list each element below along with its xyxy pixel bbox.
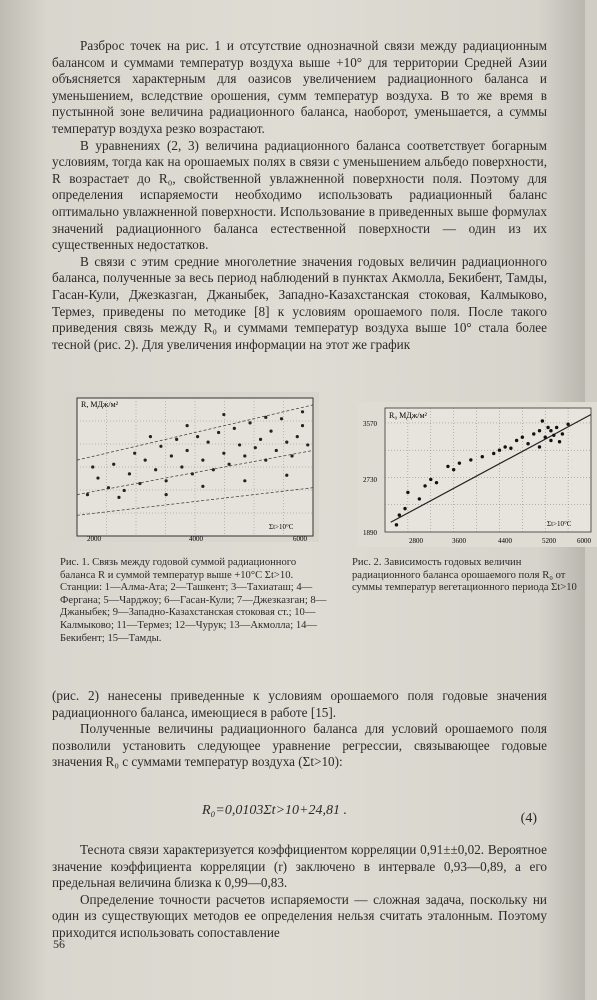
figure-2-point: [541, 419, 544, 422]
figure-1-point: [285, 441, 288, 444]
figure-1-point: [186, 424, 189, 427]
figure-2-point: [429, 478, 432, 481]
formula-number: (4): [520, 811, 537, 826]
paragraph-5: Полученные величины радиационного баланса для условий орошаемого поля позволили установить следующее уравнение регрессии, связывающее годовые значения R₀ с суммами температур воздуха (Σt>10):: [52, 721, 547, 770]
figure-2-point: [498, 448, 501, 451]
figure-1-xlabel: Σt>10°C: [269, 523, 294, 531]
figure-1-point: [91, 465, 94, 468]
figure-2-xtick-3: 5200: [542, 537, 556, 545]
figure-2-caption: Рис. 2. Зависимость годовых величин радиационного баланса орошаемого поля R₀ от суммы температур вегетационного периода Σt>10: [352, 557, 577, 594]
figure-2-point: [452, 468, 455, 471]
figure-2-point: [398, 513, 401, 516]
text-block-top: [52, 38, 547, 353]
figure-1-point: [149, 435, 152, 438]
figure-1-point: [280, 417, 283, 420]
figure-2-point: [515, 439, 518, 442]
figure-2-point: [435, 481, 438, 484]
paragraph-4: (рис. 2) нанесены приведенные к условиям орошаемого поля годовые значения радиационного баланса, имеющиеся в работе [15].: [52, 688, 547, 720]
figure-1-point: [144, 459, 147, 462]
figure-1-xtick-1: 4000: [189, 535, 203, 543]
figure-2-point: [423, 484, 426, 487]
paragraph-7: Определение точности расчетов испаряемости — сложная задача, поскольку ни один из существующих методов ее определения нельзя считать эталонным. Поэтому приходится использовать сопоставление: [52, 891, 547, 940]
figure-1-point: [275, 449, 278, 452]
figure-2-point: [555, 426, 558, 429]
page-number: 56: [53, 937, 65, 951]
figure-1-point: [196, 435, 199, 438]
figure-2-point: [546, 426, 549, 429]
figure-1-point: [254, 446, 257, 449]
figure-1-point: [296, 435, 299, 438]
figure-1-xtick-0: 2000: [87, 535, 101, 543]
text-block-end: [52, 842, 547, 942]
figure-2-ytick-0: 1890: [363, 529, 377, 537]
figure-1-point: [227, 463, 230, 466]
figure-2-point: [558, 440, 561, 443]
figure-1-point: [123, 489, 126, 492]
figure-2-xtick-2: 4400: [498, 537, 512, 545]
figure-2-point: [526, 442, 529, 445]
figure-2-point: [503, 445, 506, 448]
figure-1-point: [186, 449, 189, 452]
figure-1-point: [243, 479, 246, 482]
figure-1-point: [86, 493, 89, 496]
paragraph-3: В связи с этим средние многолетние значения годовых величин радиационного баланса, полученные за весь период наблюдений в пунктах Акмолла, Бекибент, Тамды, Гасан-Кули, Джезказган, Джаныбек, Западно-Казахстанская стоковая, Калмыково, Термез, приведены по методике [8] к условиям орошаемого поля. После такого приведения связь между R₀ и суммами температур воздуха выше 10° стала более тесной (рис. 2). Для увеличения информации на этот же график: [52, 253, 547, 352]
figure-1-point: [306, 443, 309, 446]
figure-2-point: [469, 458, 472, 461]
figure-2-point: [561, 432, 564, 435]
figure-1-chart: [57, 392, 319, 542]
figure-1-point: [301, 410, 304, 413]
figure-1-ylabel: R, МДж/м²: [81, 400, 119, 409]
figure-1-point: [159, 445, 162, 448]
figure-2-xlabel: Σt>10°C: [547, 520, 572, 528]
figure-1-point: [212, 468, 215, 471]
figure-1-point: [207, 441, 210, 444]
figure-1-point: [154, 468, 157, 471]
figure-2-ytick-2: 3570: [363, 420, 377, 428]
figure-2-ylabel: R₀ МДж/м²: [389, 411, 427, 420]
figure-1-point: [201, 459, 204, 462]
figure-1-point: [248, 421, 251, 424]
figure-2-point: [458, 461, 461, 464]
figure-2-point: [538, 429, 541, 432]
figure-2-point: [549, 439, 552, 442]
figures-area: [52, 392, 591, 677]
figure-2-point: [403, 507, 406, 510]
figure-2-point: [549, 429, 552, 432]
figure-1-point: [170, 454, 173, 457]
figure-2-chart: [357, 402, 597, 547]
figure-1-point: [165, 493, 168, 496]
figure-1-point: [217, 431, 220, 434]
figure-1-point: [117, 496, 120, 499]
figure-2-point: [552, 434, 555, 437]
figure-1-point: [128, 472, 131, 475]
figure-2-point: [446, 465, 449, 468]
figure-1-point: [222, 413, 225, 416]
figure-1-point: [285, 474, 288, 477]
figure-2-point: [395, 523, 398, 526]
figure-2-point: [418, 497, 421, 500]
figure-1-point: [238, 443, 241, 446]
figure-2-point: [509, 447, 512, 450]
figure-1-point: [201, 485, 204, 488]
figure-2-point: [492, 452, 495, 455]
figure-1-point: [233, 427, 236, 430]
figure-1-point: [222, 452, 225, 455]
figure-2-xtick-1: 3600: [452, 537, 466, 545]
figure-1-caption: Рис. 1. Связь между годовой суммой радиационного баланса R и суммой температур выше +10°C Σt>10. Станции: 1—Алма-Ата; 2—Ташкент; 3—Тахиаташ; 4—Фергана; 5—Чарджоу; 6—Гасан-Кули; 7—Джезказган; 8—Джаныбек; 9—Западно-Казахстанская стоковая ст.; 10—Калмыково; 11—Термез; 12—Чурук; 13—Акмолла; 14—Бекибент; 15—Тамды.: [60, 557, 327, 644]
paragraph-6: Теснота связи характеризуется коэффициентом корреляции 0,91±±0,02. Вероятное значение коэффициента корреляции (r) заключено в интервале 0,93—0,89, а его предельная величина близка к 0,99—0,83.: [52, 842, 547, 891]
figure-2-point: [538, 445, 541, 448]
figure-1-xtick-2: 6000: [293, 535, 307, 543]
figure-2-point: [481, 455, 484, 458]
figure-1-point: [175, 438, 178, 441]
figure-2-point: [566, 423, 569, 426]
figure-2-ytick-1: 2730: [363, 476, 377, 484]
paragraph-2: В уравнениях (2, 3) величина радиационного баланса соответствует богарным условиям, тогда как на орошаемых полях в связи с уменьшением альбедо поверхности, R возрастает до R₀, свойственной увлажненной поверхности поля. Поэтому для определения испаряемости необходимо использовать радиационный баланс оптимально увлажненной поверхности. Использование в приведенных выше формулах значений радиационного баланса естественной поверхности — один из их существенных недостатков.: [52, 137, 547, 253]
figure-2-xtick-0: 2800: [409, 537, 423, 545]
figure-1-point: [133, 452, 136, 455]
figure-2-point: [521, 436, 524, 439]
paragraph-1: Разброс точек на рис. 1 и отсутствие однозначной связи между радиационным балансом и суммами температур воздуха выше +10° для территории Средней Азии объясняется характерным для оазисов увеличением радиационного баланса и уменьшением, вследствие орошения, сумм температур воздуха. В то же время в пустынной зоне величина радиационного баланса, наоборот, уменьшается, а суммы температур воздуха резко возрастают.: [52, 38, 547, 136]
figure-1-point: [165, 479, 168, 482]
text-block-bottom: [52, 688, 547, 771]
figure-1-point: [301, 424, 304, 427]
figure-1-point: [259, 438, 262, 441]
figure-2-point: [532, 432, 535, 435]
figure-1-point: [96, 476, 99, 479]
figure-1-point: [112, 463, 115, 466]
figure-2-point: [544, 436, 547, 439]
formula-equation: R₀=0,0103Σt>10+24,81 .: [202, 803, 347, 818]
figure-1-point: [180, 465, 183, 468]
figure-2-point: [406, 491, 409, 494]
figure-1-point: [269, 430, 272, 433]
figure-1-point: [243, 454, 246, 457]
figure-2-xtick-4: 6000: [577, 537, 591, 545]
